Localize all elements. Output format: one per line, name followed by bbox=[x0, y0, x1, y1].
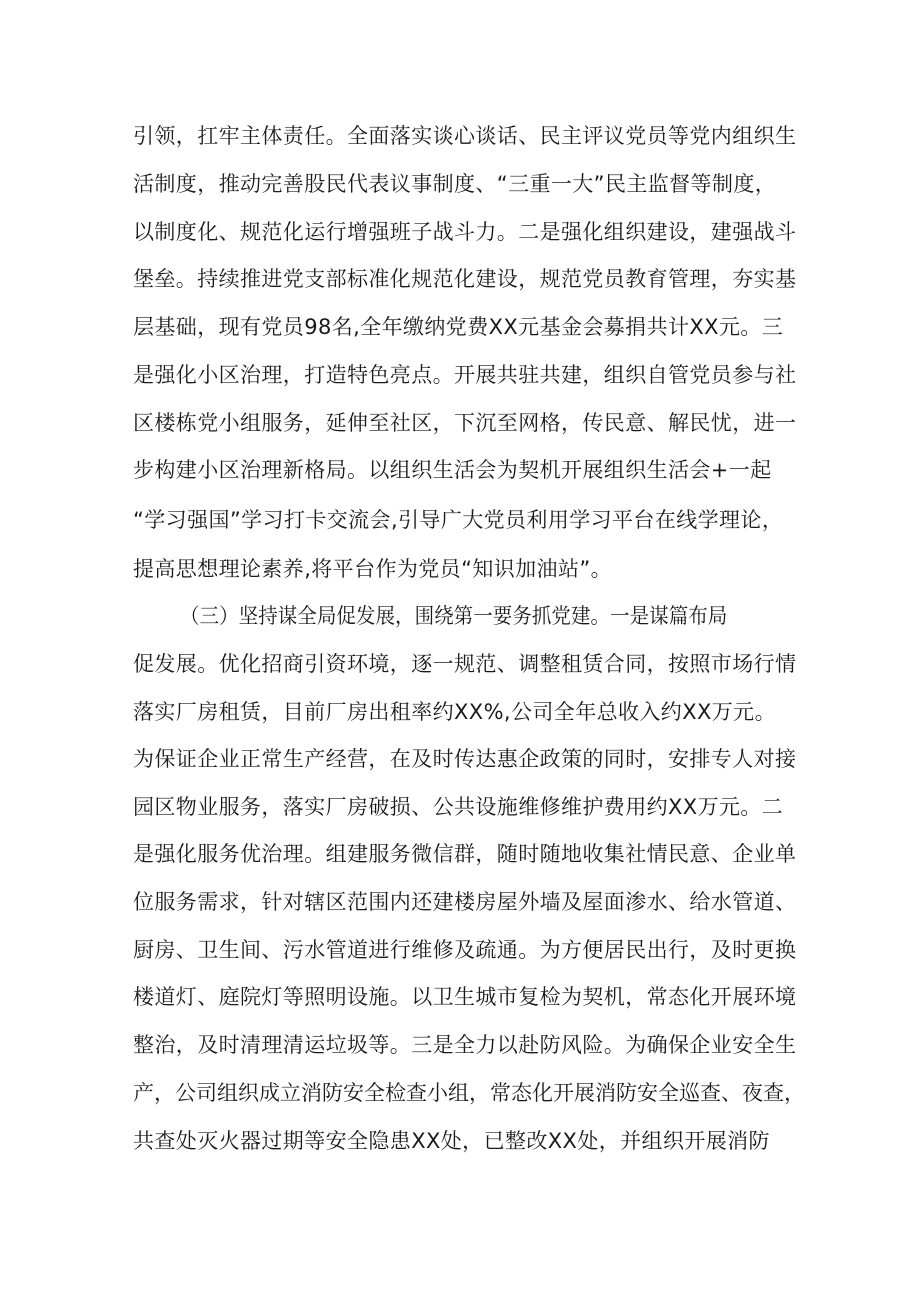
text-line: 引领，扛牢主体责任。全面落实谈心谈话、民主评议党员等党内组织生 bbox=[133, 124, 797, 148]
text-line: “学习强国”学习打卡交流会,引导广大党员利用学习平台在线学理论， bbox=[133, 508, 784, 532]
text-line: 促发展。优化招商引资环境，逐一规范、调整租赁合同，按照市场行情 bbox=[133, 652, 797, 676]
text-line: 活制度，推动完善股民代表议事制度、“三重一大”民主监督等制度， bbox=[133, 172, 777, 196]
text-line: 园区物业服务，落实厂房破损、公共设施维修维护费用约XX万元。二 bbox=[133, 795, 784, 819]
text-line: 位服务需求，针对辖区范围内还建楼房屋外墙及屋面渗水、给水管道、 bbox=[133, 890, 797, 914]
text-line: 是强化服务优治理。组建服务微信群，随时随地收集社情民意、企业单 bbox=[133, 842, 797, 866]
text-line: 落实厂房租赁，目前厂房出租率约XX%,公司全年总收入约XX万元。 bbox=[133, 700, 776, 724]
text-line: 区楼栋党小组服务，延伸至社区，下沉至网格，传民意、解民忧，进一 bbox=[133, 411, 797, 435]
section-heading-line: （三）坚持谋全局促发展，围绕第一要务抓党建。一是谋篇布局 bbox=[180, 604, 728, 628]
text-line: 提高思想理论素养,将平台作为党员“知识加油站”。 bbox=[133, 557, 613, 581]
text-line: 共查处灭火器过期等安全隐患XX处，已整改XX处，并组织开展消防 bbox=[133, 1129, 770, 1153]
text-line: 步构建小区治理新格局。以组织生活会为契机开展组织生活会+一起 bbox=[133, 458, 772, 482]
text-line: 整治，及时清理清运垃圾等。三是全力以赴防风险。为确保企业安全生 bbox=[133, 1033, 797, 1057]
text-line: 楼道灯、庭院灯等照明设施。以卫生城市复检为契机，常态化开展环境 bbox=[133, 985, 797, 1009]
text-line: 厨房、卫生间、污水管道进行维修及疏通。为方便居民出行，及时更换 bbox=[133, 938, 797, 962]
text-line: 以制度化、规范化运行增强班子战斗力。二是强化组织建设，建强战斗 bbox=[133, 220, 797, 244]
text-line: 是强化小区治理，打造特色亮点。开展共驻共建，组织自管党员参与社 bbox=[133, 363, 797, 387]
text-line: 堡垒。持续推进党支部标准化规范化建设，规范党员教育管理，夯实基 bbox=[133, 267, 797, 291]
text-line: 为保证企业正常生产经营，在及时传达惠企政策的同时，安排专人对接 bbox=[133, 747, 797, 771]
text-line: 产，公司组织成立消防安全检查小组，常态化开展消防安全巡查、夜查， bbox=[133, 1081, 805, 1105]
text-line: 层基础，现有党员98名,全年缴纳党费XX元基金会募捐共计XX元。三 bbox=[133, 315, 784, 339]
